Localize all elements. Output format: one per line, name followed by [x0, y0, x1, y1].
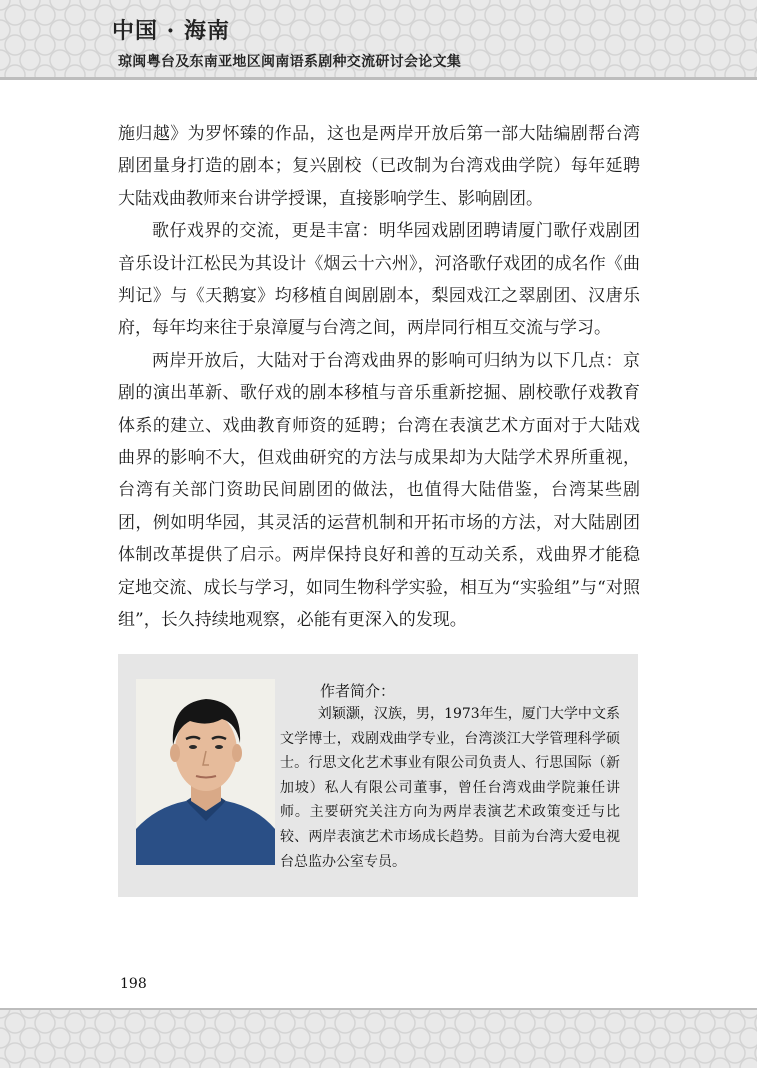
- page-number: 198: [120, 976, 147, 992]
- header-band: [0, 0, 757, 80]
- header-title: 中国 · 海南: [112, 18, 230, 44]
- body-paragraph-1: 施归越》为罗怀臻的作品，这也是两岸开放后第一部大陆编剧帮台湾剧团量身打造的剧本；复兴剧校（已改制为台湾戏曲学院）每年延聘大陆戏曲教师来台讲学授课，直接影响学生、影响剧团。: [118, 124, 640, 209]
- body-paragraph-3: 两岸开放后，大陆对于台湾戏曲界的影响可归纳为以下几点：京剧的演出革新、歌仔戏的剧本移植与音乐重新挖掘、剧校歌仔戏教育体系的建立、戏曲教育师资的延聘；台湾在表演艺术方面对于大陆戏曲界的影响不大，但戏曲研究的方法与成果却为大陆学术界所重视，台湾有关部门资助民间剧团的做法，也值得大陆借鉴，台湾某些剧团，例如明华园，其灵活的运营机制和开拓市场的方法，对大陆剧团体制改革提供了启示。两岸保持良好和善的互动关系，戏曲界才能稳定地交流、成长与学习，如同生物科学实验，相互为“实验组”与“对照组”，长久持续地观察，必能有更深入的发现。: [118, 350, 640, 631]
- article-body: [118, 118, 640, 637]
- author-heading: 作者简介：: [320, 682, 396, 700]
- author-bio: 刘颖灏，汉族，男，1973年生，厦门大学中文系文学博士，戏剧戏曲学专业，台湾淡江大学管理科学硕士。行思文化艺术事业有限公司负责人、行思国际（新加坡）私人有限公司董事，曾任台湾戏曲学院兼任讲师。主要研究关注方向为两岸表演艺术政策变迁与比较、两岸表演艺术市场成长趋势。目前为台湾大爱电视台总监办公室专员。: [280, 706, 620, 870]
- footer-band: [0, 1008, 757, 1068]
- body-paragraph-2: 歌仔戏界的交流，更是丰富：明华园戏剧团聘请厦门歌仔戏剧团音乐设计江松民为其设计《烟云十六州》，河洛歌仔戏团的成名作《曲判记》与《天鹅宴》均移植自闽剧剧本，梨园戏江之翠剧团、汉唐乐府，每年均来往于泉漳厦与台湾之间，两岸同行相互交流与学习。: [118, 221, 640, 339]
- header-subtitle: 琼闽粤台及东南亚地区闽南语系剧种交流研讨会论文集: [118, 54, 462, 70]
- author-photo: [136, 679, 275, 865]
- author-profile-box: [118, 654, 638, 897]
